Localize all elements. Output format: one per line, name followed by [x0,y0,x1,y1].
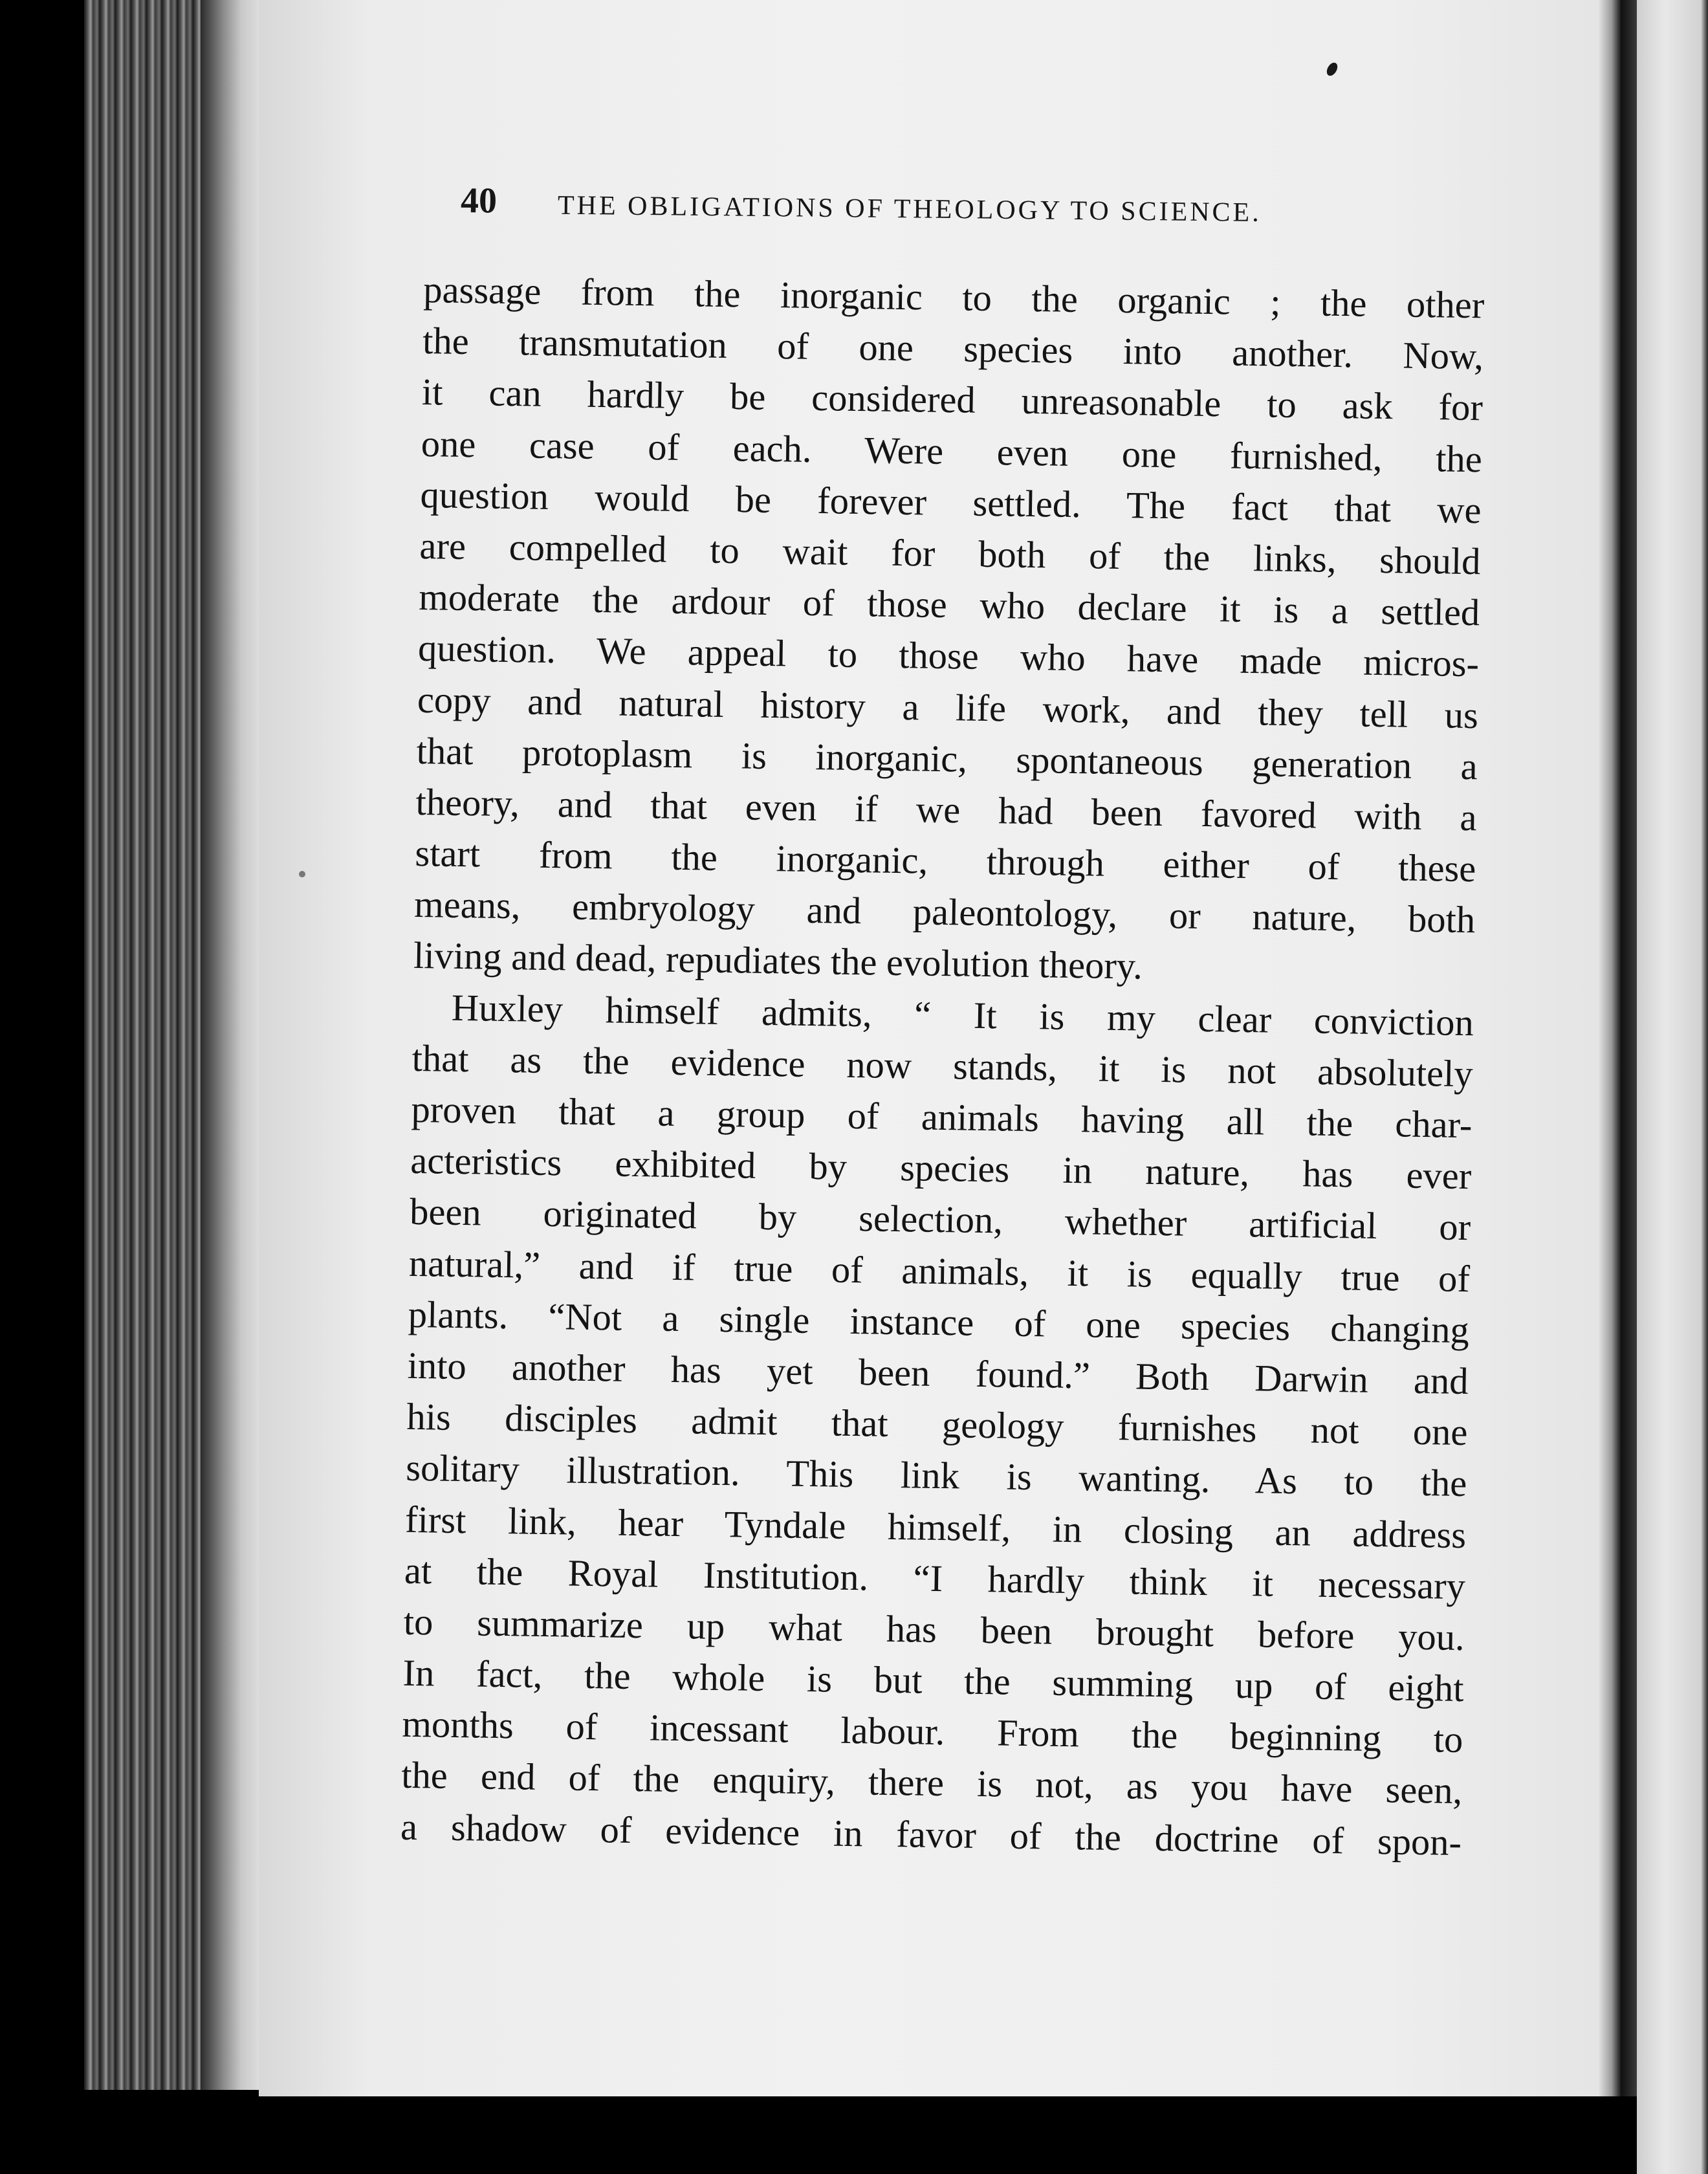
body-text [400,264,1485,1868]
text-line: proven that a group of animals having all the char- [411,1088,1473,1147]
text-line: that protoplasm is inorganic, spontaneous generation a [416,729,1478,787]
ink-speck [299,871,305,877]
text-line: first link, hear Tyndale himself, in closing an address [404,1498,1467,1556]
text-line: months of incessant labour. From the beginning to [402,1703,1463,1761]
text-line: the end of the enquiry, there is not, as you have seen, [400,1754,1463,1812]
text-line: at the Royal Institution. “I hardly think it necessary [404,1549,1466,1607]
text-line: one case of each. Were even one furnished, the [421,422,1483,480]
text-line: start from the inorganic, through either of these [415,831,1476,890]
running-title: THE OBLIGATIONS OF THEOLOGY TO SCIENCE. [557,190,1262,228]
text-line: to summarize up what has been brought before you. [403,1600,1465,1658]
text-line: In fact, the whole is but the summing up of eight [402,1651,1464,1710]
text-line: living and dead, repudiates the evolution theory. [413,934,1143,988]
text-line: question would be forever settled. The fact that we [420,473,1482,532]
text-line: a shadow of evidence in favor of the doctrine of spon- [400,1805,1462,1863]
text-line: Huxley himself admits, “ It is my clear conviction [451,986,1474,1044]
text-line: into another has yet been found.” Both Darwin and [407,1344,1469,1403]
text-line: are compelled to wait for both of the links, should [419,524,1481,583]
text-line: natural,” and if true of animals, it is equally true of [408,1242,1471,1300]
text-line: copy and natural history a life work, and they tell us [417,678,1479,736]
text-line: moderate the ardour of those who declare it is a settled [418,576,1480,634]
text-line: passage from the inorganic to the organic ; the other [422,268,1485,327]
page-edge-shadow [201,0,259,2090]
text-line: solitary illustration. This link is wanting. As to the [405,1447,1467,1505]
text-line: means, embryology and paleontology, or nature, both [413,883,1476,941]
text-line: it can hardly be considered unreasonable to ask for [421,371,1484,429]
text-line: acteristics exhibited by species in nature, has ever [410,1139,1472,1198]
text-line: plants. “Not a single instance of one species changing [408,1293,1470,1351]
text-line: the transmutation of one species into another. Now, [422,320,1484,378]
text-line: his disciples admit that geology furnishes not one [406,1395,1468,1454]
page-header [461,180,1406,241]
page-number: 40 [460,181,498,221]
text-line: that as the evidence now stands, it is not absolutely [411,1037,1474,1095]
text-line: theory, and that even if we had been favored with a [415,780,1477,839]
text-line: question. We appeal to those who have made micros- [417,627,1480,685]
facing-page-edge [1637,0,1708,2174]
book-gutter [1598,0,1637,2096]
text-line: been originated by selection, whether artificial or [409,1191,1471,1249]
